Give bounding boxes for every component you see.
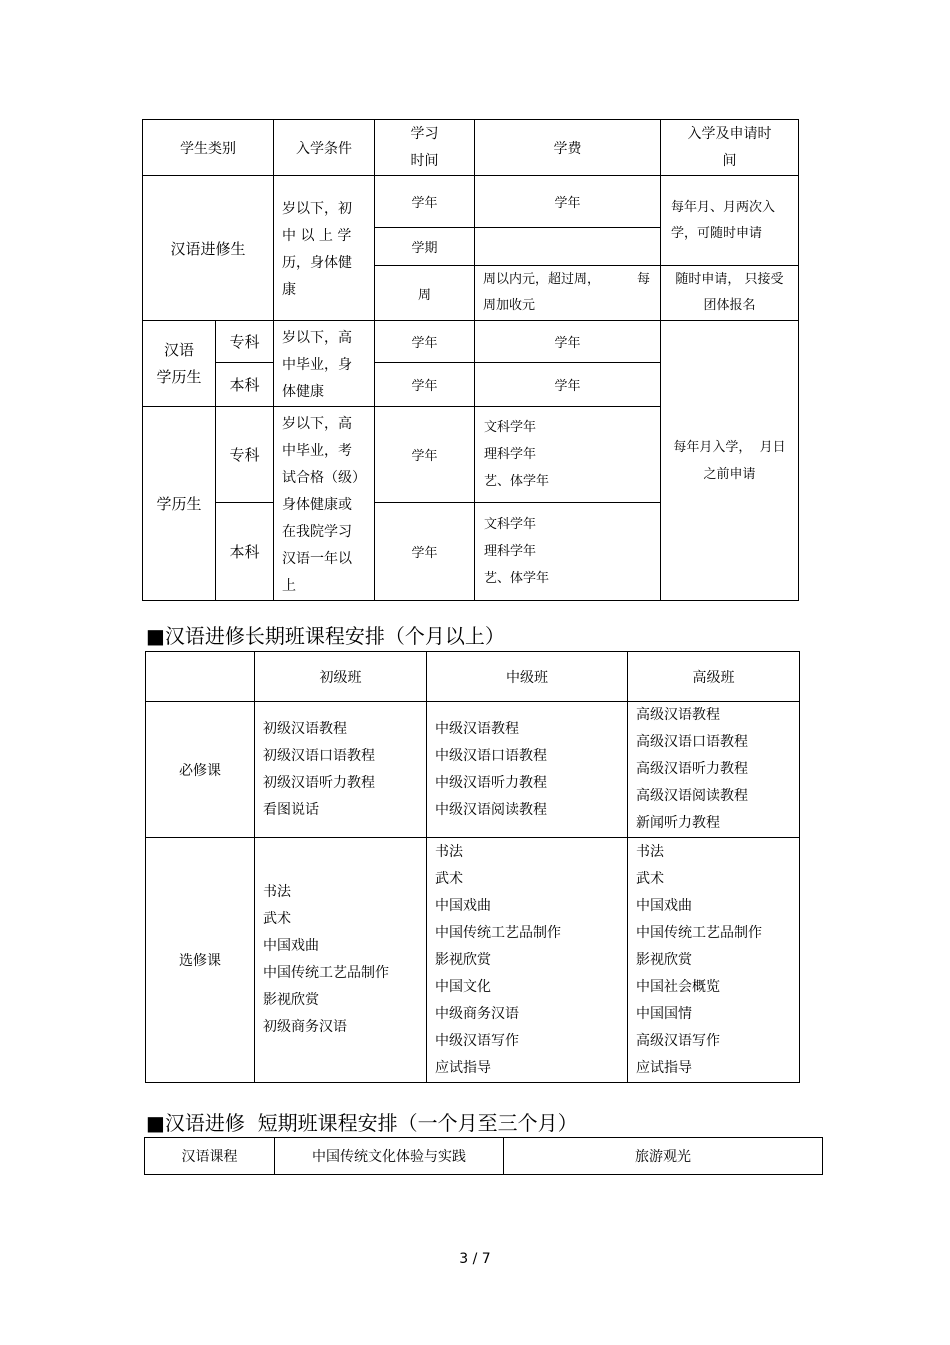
advanced-study-fee-semester bbox=[475, 228, 661, 266]
degree-apply-time: 每年月入学， 月日 之前申请 bbox=[661, 321, 799, 601]
header-intermediate: 中级班 bbox=[427, 652, 628, 702]
advanced-study-fee-week: 周以内元，超过周， 每 周加收元 bbox=[475, 266, 661, 321]
header-beginner: 初级班 bbox=[255, 652, 427, 702]
header-apply-time: 入学及申请时 间 bbox=[661, 120, 799, 176]
admissions-table bbox=[142, 119, 799, 601]
advanced-study-fee-year: 学年 bbox=[475, 176, 661, 228]
required-beginner: 初级汉语教程 初级汉语口语教程 初级汉语听力教程 看图说话 bbox=[255, 702, 427, 838]
chinese-degree-label: 汉语 学历生 bbox=[143, 321, 216, 407]
elective-beginner: 书法 武术 中国戏曲 中国传统工艺品制作 影视欣赏 初级商务汉语 bbox=[255, 838, 427, 1083]
short-term-heading: ■汉语进修 短期班课程安排（一个月至三个月） bbox=[146, 1111, 578, 1135]
header-advanced: 高级班 bbox=[628, 652, 800, 702]
page-number: 3 / 7 bbox=[459, 1251, 491, 1267]
long-term-table bbox=[145, 651, 800, 1083]
degree-time-2: 学年 bbox=[375, 503, 475, 601]
advanced-study-time-semester: 学期 bbox=[375, 228, 475, 266]
elective-label: 选修课 bbox=[146, 838, 255, 1083]
chinese-degree-time-1: 学年 bbox=[375, 321, 475, 363]
chinese-degree-junior: 专科 bbox=[216, 321, 274, 363]
short-term-table bbox=[144, 1137, 823, 1175]
chinese-degree-time-2: 学年 bbox=[375, 362, 475, 406]
degree-bachelor: 本科 bbox=[216, 503, 274, 601]
header-student-type: 学生类别 bbox=[143, 120, 274, 176]
required-label: 必修课 bbox=[146, 702, 255, 838]
degree-time-1: 学年 bbox=[375, 407, 475, 503]
advanced-study-time-week: 周 bbox=[375, 266, 475, 321]
degree-junior: 专科 bbox=[216, 407, 274, 503]
advanced-study-label: 汉语进修生 bbox=[143, 176, 274, 321]
degree-conditions: 岁以下，高 中毕业，考 试合格（级） 身体健康或 在我院学习 汉语一年以 上 bbox=[274, 407, 375, 601]
advanced-study-apply-1: 每年月、月两次入 学，可随时申请 bbox=[661, 176, 799, 266]
degree-fees-1: 文科学年 理科学年 艺、体学年 bbox=[475, 407, 661, 503]
long-term-heading: ■汉语进修长期班课程安排（个月以上） bbox=[146, 624, 505, 648]
advanced-study-apply-2: 随时申请， 只接受 团体报名 bbox=[661, 266, 799, 321]
advanced-study-conditions: 岁以下，初 中 以 上 学 历，身体健 康 bbox=[274, 176, 375, 321]
required-intermediate: 中级汉语教程 中级汉语口语教程 中级汉语听力教程 中级汉语阅读教程 bbox=[427, 702, 628, 838]
header-fees: 学费 bbox=[475, 120, 661, 176]
chinese-degree-fee-2: 学年 bbox=[475, 362, 661, 406]
degree-fees-2: 文科学年 理科学年 艺、体学年 bbox=[475, 503, 661, 601]
header-study-time: 学习 时间 bbox=[375, 120, 475, 176]
degree-label: 学历生 bbox=[143, 407, 216, 601]
short-term-sightseeing: 旅游观光 bbox=[504, 1138, 823, 1175]
chinese-degree-fee-1: 学年 bbox=[475, 321, 661, 363]
short-term-culture-practice: 中国传统文化体验与实践 bbox=[275, 1138, 504, 1175]
corner-cell bbox=[146, 652, 255, 702]
elective-intermediate: 书法 武术 中国戏曲 中国传统工艺品制作 影视欣赏 中国文化 中级商务汉语 中级汉语写作 应试指导 bbox=[427, 838, 628, 1083]
chinese-degree-conditions: 岁以下，高 中毕业，身 体健康 bbox=[274, 321, 375, 407]
chinese-degree-bachelor: 本科 bbox=[216, 362, 274, 406]
header-entry-conditions: 入学条件 bbox=[274, 120, 375, 176]
required-advanced: 高级汉语教程 高级汉语口语教程 高级汉语听力教程 高级汉语阅读教程 新闻听力教程 bbox=[628, 702, 800, 838]
advanced-study-time-year: 学年 bbox=[375, 176, 475, 228]
elective-advanced: 书法 武术 中国戏曲 中国传统工艺品制作 影视欣赏 中国社会概览 中国国情 高级汉语写作 应试指导 bbox=[628, 838, 800, 1083]
short-term-chinese-course: 汉语课程 bbox=[145, 1138, 275, 1175]
